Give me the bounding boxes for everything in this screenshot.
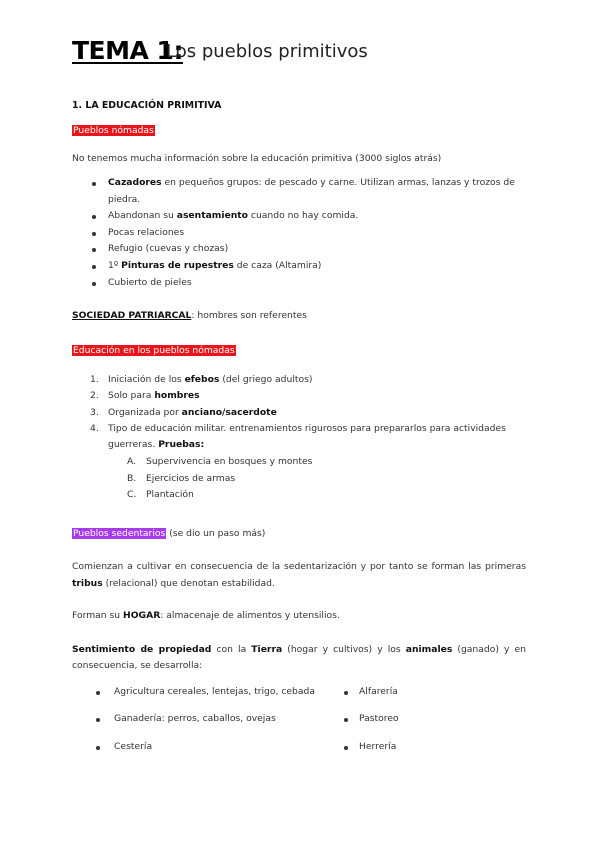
prop-s6: (ganado) y en <box>452 644 526 655</box>
lettered-item: Ejercicios de armas <box>146 473 236 484</box>
list-letter: B. <box>127 473 137 484</box>
bullet-icon <box>92 182 96 186</box>
prop-s2: con la <box>211 644 252 655</box>
list-item: Refugio (cuevas y chozas) <box>108 243 229 254</box>
cazadores-rest: en pequeños grupos: de pescado y carne. Utilizan armas, lanzas y trozos de <box>161 177 515 188</box>
patriarcal-rest: : hombres son referentes <box>191 310 307 321</box>
list-item: Agricultura cereales, lentejas, trigo, cebada <box>114 686 315 697</box>
list-item: Pocas relaciones <box>108 227 185 238</box>
list-number: 4. <box>90 423 99 434</box>
pinturas-bold: Pinturas de rupestres <box>121 260 234 271</box>
bullet-icon <box>344 718 348 722</box>
tribus-bold: tribus <box>72 578 103 589</box>
numbered-item <box>108 390 200 401</box>
prop-s4: (hogar y cultivos) y los <box>282 644 406 655</box>
paragraph-line: Comienzan a cultivar en consecuencia de la sedentarización y por tanto se forman las primeras <box>72 561 526 572</box>
list-number: 1. <box>90 374 99 385</box>
bullet-icon <box>96 718 100 722</box>
list-item: Ganadería: perros, caballos, ovejas <box>114 713 276 724</box>
list-item: Alfarería <box>359 686 398 697</box>
pruebas-bold: Pruebas: <box>158 439 205 450</box>
nomadas-tag <box>72 125 155 136</box>
bullet-icon <box>92 232 96 236</box>
hogar-line <box>72 610 340 621</box>
numbered-item <box>108 407 277 418</box>
list-letter: C. <box>127 489 137 500</box>
efebos-bold: efebos <box>184 374 220 385</box>
list-item: Cestería <box>114 741 153 752</box>
bullet-icon <box>96 691 100 695</box>
cazadores-bold: Cazadores <box>108 177 162 188</box>
n4-pre: guerreras. <box>108 439 159 450</box>
n1-pre: Iniciación de los <box>108 374 185 385</box>
list-item: Herrería <box>359 741 397 752</box>
tierra-bold: Tierra <box>251 644 283 655</box>
list-item <box>108 210 358 221</box>
sedentarios-line <box>72 528 265 539</box>
paragraph-line <box>72 578 275 589</box>
tribus-rest: (relacional) que denotan estabilidad. <box>102 578 275 589</box>
pinturas-post: de caza (Altamira) <box>233 260 322 271</box>
bullet-icon <box>92 215 96 219</box>
educacion-tag-label: Educación en los pueblos nómadas <box>73 345 235 356</box>
list-item: Cubierto de pieles <box>108 277 192 288</box>
bullet-icon <box>96 746 100 750</box>
educacion-tag <box>72 345 236 356</box>
hogar-post: : almacenaje de alimentos y utensilios. <box>160 610 340 621</box>
list-number: 3. <box>90 407 99 418</box>
list-item <box>108 260 321 271</box>
title-sub: Los pueblos primitivos <box>166 41 368 62</box>
abandonan-pre: Abandonan su <box>108 210 177 221</box>
list-item: Pastoreo <box>359 713 399 724</box>
sedentarios-tag: Pueblos sedentarios <box>73 528 166 539</box>
n2-pre: Solo para <box>108 390 155 401</box>
propiedad-line-2: consecuencia, se desarrolla: <box>72 660 203 671</box>
patriarcal-line <box>72 310 307 321</box>
patriarcal-bold: SOCIEDAD PATRIARCAL <box>72 310 192 321</box>
lettered-item: Supervivencia en bosques y montes <box>146 456 313 467</box>
section-heading: 1. LA EDUCACIÓN PRIMITIVA <box>72 100 222 111</box>
asentamiento-bold: asentamiento <box>176 210 248 221</box>
hogar-pre: Forman su <box>72 610 124 621</box>
abandonan-post: cuando no hay comida. <box>247 210 359 221</box>
animales-bold: animales <box>405 644 453 655</box>
pinturas-pre: 1º <box>108 260 122 271</box>
sedentarios-rest: (se dio un paso más) <box>166 528 266 539</box>
nomadas-tag-label: Pueblos nómadas <box>73 125 154 136</box>
propiedad-bold: Sentimiento de propiedad <box>72 644 212 655</box>
list-number: 2. <box>90 390 99 401</box>
numbered-item <box>108 374 313 385</box>
list-item <box>108 177 515 188</box>
bullet-icon <box>92 282 96 286</box>
bullet-icon <box>344 691 348 695</box>
numbered-item: Tipo de educación militar. entrenamientos rigurosos para prepararlos para actividades <box>108 423 506 434</box>
hombres-bold: hombres <box>154 390 200 401</box>
title-main: TEMA 1: <box>72 36 183 65</box>
hogar-bold: HOGAR <box>123 610 161 621</box>
list-item-continuation: piedra. <box>108 194 141 205</box>
anciano-bold: anciano/sacerdote <box>181 407 277 418</box>
propiedad-line <box>72 644 526 655</box>
bullet-icon <box>92 248 96 252</box>
intro-text: No tenemos mucha información sobre la educación primitiva (3000 siglos atrás) <box>72 153 442 164</box>
bullet-icon <box>92 265 96 269</box>
lettered-item: Plantación <box>146 489 194 500</box>
list-letter: A. <box>127 456 137 467</box>
numbered-item-continuation <box>108 439 204 450</box>
n3-pre: Organizada por <box>108 407 182 418</box>
n1-post: (del griego adultos) <box>219 374 313 385</box>
bullet-icon <box>344 746 348 750</box>
